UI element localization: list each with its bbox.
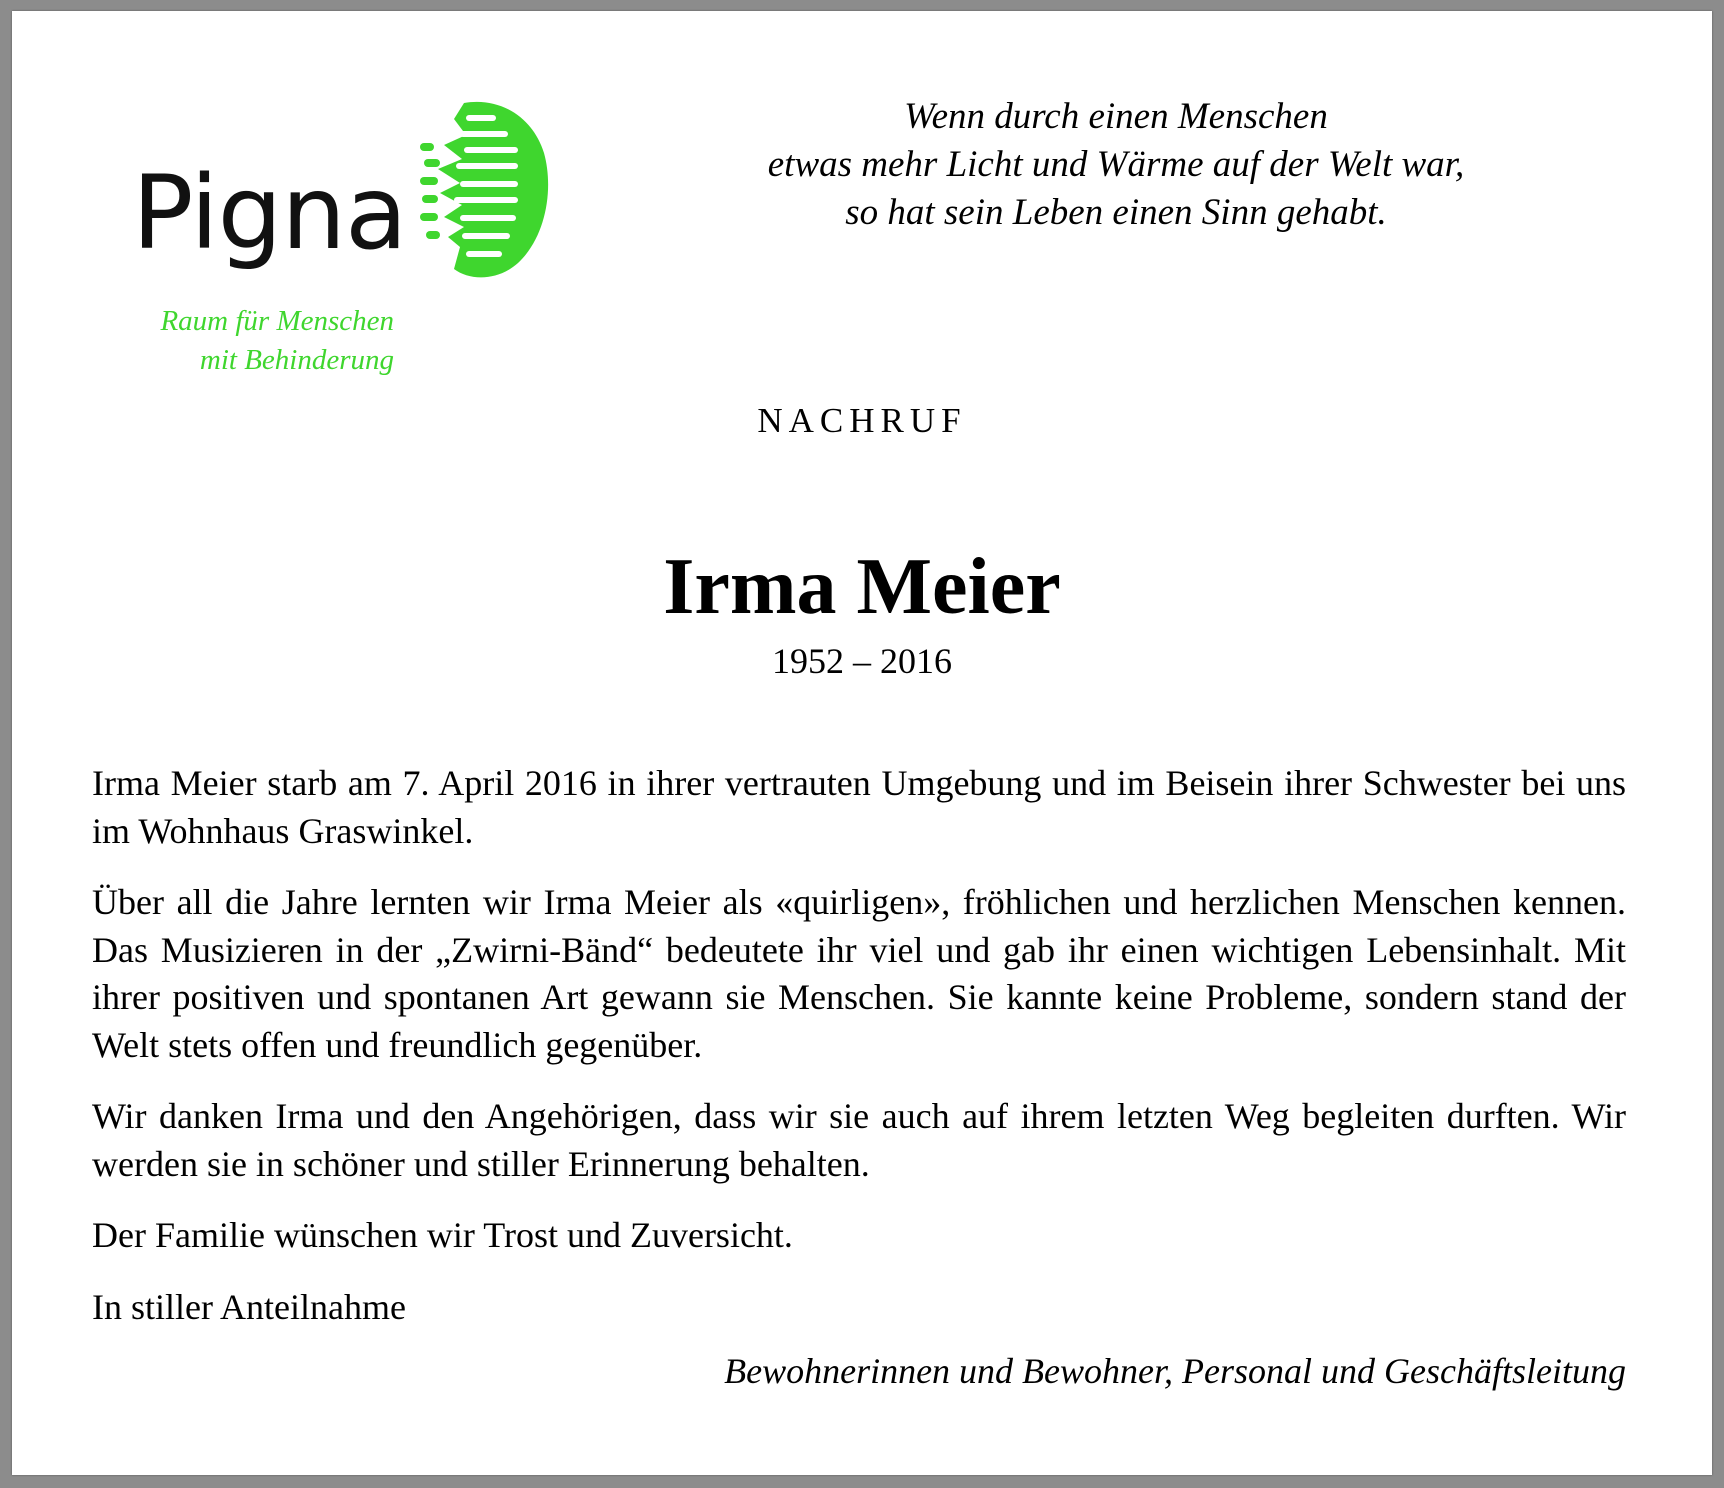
pine-cone-icon bbox=[420, 97, 550, 281]
paragraph-character: Über all die Jahre lernten wir Irma Meier als «quirligen», fröhlichen und herzlichen Menschen kennen. Das Musizieren in der „Zwirni-Bänd“ bedeutete ihr viel und gab ihr einen wichtigen Lebensinhalt. Mit ihrer positiven und spontanen Art gewann sie Menschen. Sie kannte keine Probleme, sondern stand der Welt stets offen und freundlich gegenüber. bbox=[92, 882, 1626, 1065]
pigna-logo bbox=[104, 97, 564, 397]
quote-line-3: so hat sein Leben einen Sinn gehabt. bbox=[845, 192, 1387, 233]
quote-line-2: etwas mehr Licht und Wärme auf der Welt war, bbox=[767, 144, 1465, 185]
obituary-body bbox=[92, 760, 1626, 1355]
paragraph-death-notice: Irma Meier starb am 7. April 2016 in ihrer vertrauten Umgebung und im Beisein ihrer Schwester bei uns im Wohnhaus Graswinkel. bbox=[92, 763, 1626, 851]
page-heading: NACHRUF bbox=[757, 401, 967, 440]
paragraph-condolence: Der Familie wünschen wir Trost und Zuversicht. bbox=[92, 1215, 793, 1255]
logo-wordmark: Pigna bbox=[132, 154, 407, 273]
paragraph-thanks: Wir danken Irma und den Angehörigen, dass wir sie auch auf ihrem letzten Weg begleiten durften. Wir werden sie in schöner und stiller Erinnerung behalten. bbox=[92, 1096, 1626, 1184]
logo-tagline-line1: Raum für Menschen bbox=[160, 305, 394, 337]
paragraph-closing: In stiller Anteilnahme bbox=[92, 1286, 406, 1327]
logo-tagline bbox=[104, 302, 394, 380]
logo-tagline-line2: mit Behinderung bbox=[199, 344, 394, 376]
life-years: 1952 – 2016 bbox=[772, 641, 952, 681]
quote-line-1: Wenn durch einen Menschen bbox=[904, 96, 1328, 137]
obituary-page bbox=[12, 11, 1712, 1475]
signature: Bewohnerinnen und Bewohner, Personal und Geschäftsleitung bbox=[724, 1351, 1626, 1391]
deceased-name: Irma Meier bbox=[663, 543, 1061, 631]
memorial-quote bbox=[666, 93, 1566, 237]
